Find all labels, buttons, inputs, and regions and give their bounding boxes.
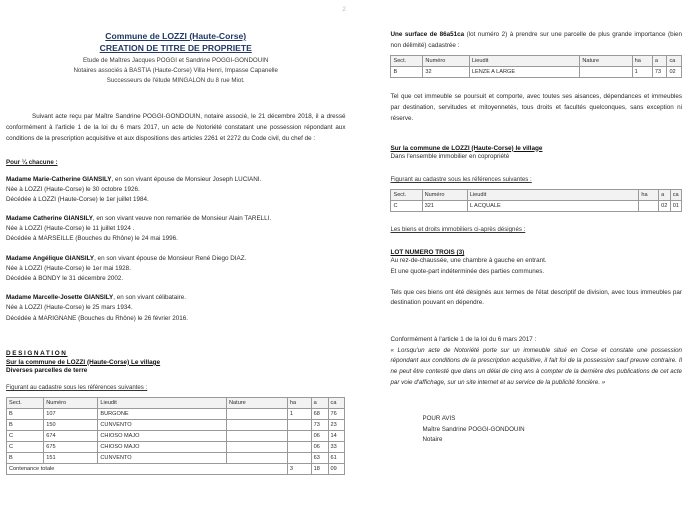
- commune-subtext-right: Dans l'ensemble immobilier en copropriété: [390, 152, 510, 160]
- cell-ha: [287, 441, 311, 452]
- cell-numero: 321: [422, 201, 467, 212]
- table-row: [7, 408, 345, 419]
- cell-nature: [226, 419, 287, 430]
- cell-sect: B: [7, 408, 44, 419]
- col-sect: Sect.: [7, 397, 44, 408]
- col-ca: ca: [670, 190, 681, 201]
- lot-line-1: Au rez-de-chaussée, une chambre à gauche en entrant.: [390, 257, 547, 265]
- table-row: [7, 452, 345, 463]
- document-title: Commune de LOZZI (Haute-Corse): [105, 31, 247, 41]
- cell-total-a: 18: [311, 463, 328, 474]
- signature-notary-title: Notaire: [422, 436, 443, 444]
- cell-ca: 01: [670, 201, 681, 212]
- firm-line-3: Successeurs de l'étude MINGALON du 8 rue Miot.: [106, 77, 245, 84]
- cell-a: 06: [311, 441, 328, 452]
- cadastre-table-left: [6, 397, 345, 475]
- surface-amount: Une surface de 86a51ca: [390, 31, 465, 38]
- cell-total-ha: 3: [287, 463, 311, 474]
- person-entry: [6, 175, 345, 206]
- person-death: Décédée à MARIGNANE (Bouches du Rhône) le 26 février 2016.: [6, 314, 189, 322]
- table-header-row: [7, 397, 345, 408]
- person-qualite: , en son vivant épouse de Monsieur Joseph LUCIANI.: [111, 175, 262, 183]
- cell-ca: 33: [328, 441, 345, 452]
- right-column: [390, 30, 682, 475]
- cell-numero: 150: [44, 419, 98, 430]
- cell-ca: 02: [667, 67, 682, 78]
- col-nature: Nature: [580, 56, 632, 67]
- table-row: [7, 441, 345, 452]
- firm-line-1: Etude de Maîtres Jacques POGGI et Sandrine POGGI-GONDOUIN: [83, 56, 269, 64]
- col-sect: Sect.: [391, 56, 423, 67]
- cadastre-note-left: Figurant au cadastre sous les références suivantes :: [6, 383, 148, 391]
- person-entry: [6, 214, 345, 245]
- cell-ca: 14: [328, 430, 345, 441]
- cell-ha: [287, 452, 311, 463]
- person-death: Décédée à MARSEILLE (Bouches du Rhône) le 24 mai 1996.: [6, 235, 178, 243]
- person-name: Madame Catherine GIANSILY: [6, 215, 93, 223]
- table-row: [391, 67, 682, 78]
- col-sect: Sect.: [391, 190, 422, 201]
- cadastre-table-right-1: [390, 55, 682, 78]
- signature-pour-avis: POUR AVIS: [422, 415, 456, 423]
- cell-a: 63: [311, 452, 328, 463]
- person-entry: [6, 293, 345, 324]
- person-name: Madame Angélique GIANSILY: [6, 254, 95, 262]
- cell-a: 02: [659, 201, 671, 212]
- person-birth: Née à LOZZI (Haute-Corse) le 25 mars 1934.: [6, 304, 133, 312]
- cell-numero: 32: [423, 67, 469, 78]
- cell-lieudit: LENZE A LARGE: [469, 67, 579, 78]
- cell-lieudit: CHIOSO MAJO: [98, 441, 227, 452]
- left-column: [6, 30, 345, 475]
- cell-ha: [287, 430, 311, 441]
- col-a: a: [652, 56, 667, 67]
- cell-sect: B: [7, 452, 44, 463]
- person-qualite: , en son vivant célibataire.: [113, 294, 187, 302]
- surface-description: (lot numéro 2) à prendre sur une parcelle de plus grande importance (bien non délimité) cadastrée :: [390, 31, 682, 49]
- col-ha: ha: [639, 190, 659, 201]
- cell-nature: [226, 408, 287, 419]
- cell-numero: 675: [44, 441, 98, 452]
- col-numero: Numéro: [44, 397, 98, 408]
- cell-numero: 151: [44, 452, 98, 463]
- person-qualite: , en son vivant veuve non remariée de Monsieur Alain TARELLI.: [92, 215, 272, 223]
- biens-note: Les biens et droits immobiliers ci-après désignés :: [390, 226, 526, 234]
- cell-lieudit: L ACQUALE: [467, 201, 639, 212]
- cell-ca: 61: [328, 452, 345, 463]
- person-name: Madame Marie-Catherine GIANSILY: [6, 175, 112, 183]
- designation-subheading-2: Diverses parcelles de terre: [6, 366, 88, 374]
- table-total-row: [7, 463, 345, 474]
- person-entry: [6, 254, 345, 285]
- col-ha: ha: [287, 397, 311, 408]
- cadastre-note-right: Figurant au cadastre sous les références suivantes :: [390, 176, 532, 184]
- cell-ha: 1: [632, 67, 652, 78]
- law-citation: « Lorsqu'un acte de Notoriété porte sur un immeuble situé en Corse et constate une possession répondant aux conditions de la prescription acquisitive, il fait foi de la possession sauf preuve contraire. Il ne peut être contesté que dans un délai de cinq ans à compter de la dernière des publications de cet acte par voie d'affichage, sur un site internet et au service de la publicité foncière. »: [390, 346, 682, 386]
- table-header-row: [391, 190, 682, 201]
- person-birth: Née à LOZZI (Haute-Corse) le 11 juillet 1924 .: [6, 225, 135, 233]
- document-columns: [0, 30, 688, 475]
- cell-nature: [580, 67, 632, 78]
- table-header-row: [391, 56, 682, 67]
- cell-nature: [226, 452, 287, 463]
- cell-sect: C: [391, 201, 422, 212]
- cell-ca: 76: [328, 408, 345, 419]
- cell-lieudit: CHIOSO MAJO: [98, 430, 227, 441]
- col-ha: ha: [632, 56, 652, 67]
- col-ca: ca: [328, 397, 345, 408]
- designation-sub-text: Sur la commune de LOZZI (Haute-Corse) Le village: [6, 358, 161, 366]
- cell-sect: C: [7, 430, 44, 441]
- col-a: a: [659, 190, 671, 201]
- document-subtitle: CREATION DE TITRE DE PROPRIETE: [99, 43, 252, 54]
- cell-a: 68: [311, 408, 328, 419]
- share-label: Pour ¼ chacune :: [6, 158, 58, 166]
- paragraph-etat-descriptif: Tels que ces biens ont été désignés aux termes de l'état descriptif de division, avec tous immeubles par destination pouvant en dépendre.: [390, 288, 682, 307]
- person-birth: Née à LOZZI (Haute-Corse) le 1er mai 1928.: [6, 264, 131, 272]
- cell-ha: 1: [287, 408, 311, 419]
- conformity-line: Conformément à l'article 1 de la loi du 6 mars 2017 :: [390, 336, 537, 344]
- cell-numero: 107: [44, 408, 98, 419]
- col-ca: ca: [667, 56, 682, 67]
- person-qualite: , en son vivant épouse de Monsieur René Diego DIAZ.: [94, 254, 247, 262]
- col-numero: Numéro: [423, 56, 469, 67]
- cell-sect: C: [7, 441, 44, 452]
- cell-a: 73: [652, 67, 667, 78]
- col-nature: Nature: [226, 397, 287, 408]
- person-death: Décédée à BONDY le 31 décembre 2002.: [6, 275, 124, 283]
- cell-sect: B: [391, 67, 423, 78]
- col-lieudit: Lieudit: [469, 56, 579, 67]
- cell-nature: [226, 430, 287, 441]
- person-death: Décédée à LOZZI (Haute-Corse) le 1er juillet 1984.: [6, 195, 149, 203]
- designation-heading: DESIGNATION: [6, 349, 68, 357]
- cadastre-table-right-2: [390, 189, 682, 212]
- col-lieudit: Lieudit: [467, 190, 639, 201]
- table-row: [391, 201, 682, 212]
- lot-line-2: Et une quote-part indéterminée des parties communes.: [390, 267, 545, 275]
- cell-lieudit: BURGONE: [98, 408, 227, 419]
- cell-total-label: Contenance totale: [7, 463, 288, 474]
- cell-a: 73: [311, 419, 328, 430]
- signature-notary-name: Maître Sandrine POGGI-GONDOUIN: [422, 425, 525, 433]
- cell-nature: [226, 441, 287, 452]
- table-row: [7, 430, 345, 441]
- paragraph-immeuble: Tel que cet immeuble se poursuit et comporte, avec toutes ses aisances, dépendances et immeubles par destination, servitudes et mitoyennetés, tous droits et facultés quelconques, sans exception ni réserve.: [390, 93, 682, 122]
- cell-lieudit: CUNVENTO: [98, 419, 227, 430]
- commune-heading-right: Sur la commune de LOZZI (Haute-Corse) le village: [390, 144, 543, 152]
- cell-a: 06: [311, 430, 328, 441]
- intro-paragraph: Suivant acte reçu par Maître Sandrine POGGI-GONDOUIN, notaire associé, le 21 décembre 2018, il a dressé conformément à l'article 1 de la loi du 6 mars 2017, un acte de Notoriété constatant une possession répondant aux conditions de la prescription acquisitive et aux dispositions des articles 2261 et 2272 du Code civil, du chef de :: [6, 113, 346, 142]
- cell-lieudit: CUNVENTO: [98, 452, 227, 463]
- cell-total-ca: 09: [328, 463, 345, 474]
- cell-sect: B: [7, 419, 44, 430]
- cell-ca: 23: [328, 419, 345, 430]
- cell-ha: [287, 419, 311, 430]
- cell-numero: 674: [44, 430, 98, 441]
- col-lieudit: Lieudit: [98, 397, 227, 408]
- firm-line-2: Notaires associés à BASTIA (Haute-Corse) Villa Henri, Impasse Capanelle: [73, 66, 278, 74]
- person-birth: Née à LOZZI (Haute-Corse) le 30 octobre 1926.: [6, 185, 140, 193]
- cell-ha: [639, 201, 659, 212]
- person-name: Madame Marcelle-Josette GIANSILY: [6, 294, 114, 302]
- table-row: [7, 419, 345, 430]
- designation-subheading: [6, 359, 345, 366]
- surface-lead: [390, 30, 682, 51]
- page-number: 2: [342, 6, 346, 13]
- col-numero: Numéro: [422, 190, 467, 201]
- lot-heading: LOT NUMERO TROIS (3): [390, 249, 465, 257]
- col-a: a: [311, 397, 328, 408]
